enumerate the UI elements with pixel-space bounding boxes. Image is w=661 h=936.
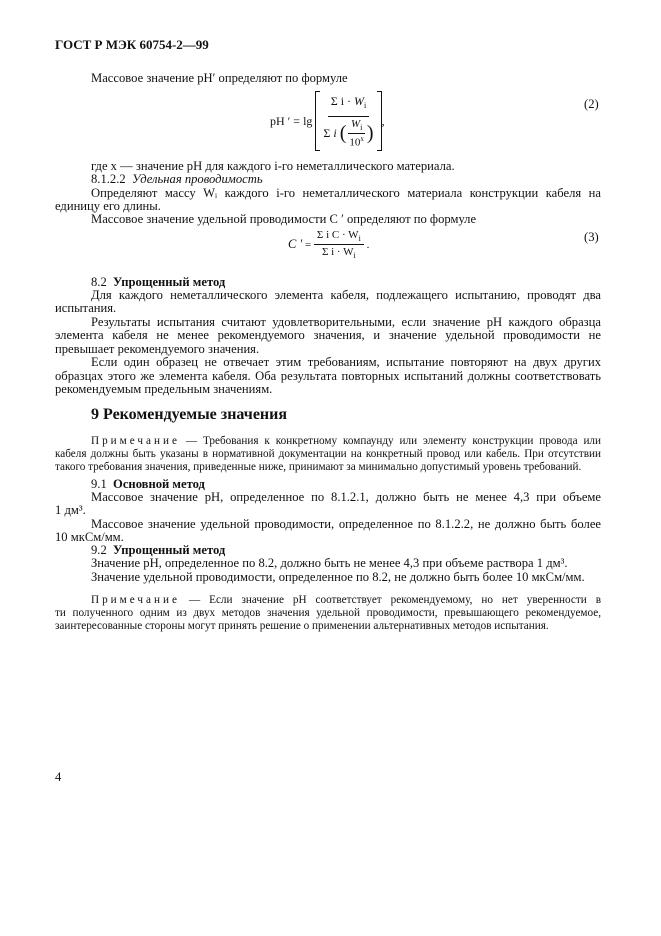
section-title: Упрощенный метод xyxy=(113,543,226,557)
paragraph-line: Результаты испытания считают удовлетворительными, если значение pH каждого образца xyxy=(91,315,601,329)
paragraph-line: испытания. xyxy=(55,301,117,315)
paragraph: где x — значение pH для каждого i-го неметаллического материала. xyxy=(91,159,455,173)
paragraph-line: элемента кабеля не менее рекомендуемого значения, и значение удельной проводимости не xyxy=(55,328,601,342)
section-8-2 xyxy=(91,275,601,289)
section-title: Основной метод xyxy=(113,477,205,491)
fraction: Σ $i \cdot W_i$ Σ i ( $\frac{W_i}{10^x}$ ) xyxy=(323,93,374,149)
section-title: Удельная проводимость xyxy=(131,172,263,186)
paragraph-line: 10 мкСм/мм. xyxy=(55,530,124,544)
paragraph-line: Массовое значение pH, определенное по 8.1.2.1, должно быть не менее 4,3 при объеме xyxy=(91,490,601,504)
section-number: 9.2 xyxy=(91,543,107,557)
paragraph: Значение удельной проводимости, определенное по 8.2, не должно быть более 10 мкСм/мм. xyxy=(91,570,585,584)
w-var: W xyxy=(350,117,361,130)
equals-sign: = xyxy=(304,238,312,251)
note-line: ти полученного одним из двух методов значения удельной проводимости, превышающего рекомендуемое, xyxy=(55,607,601,619)
equation-number: (2) xyxy=(584,97,599,111)
paragraph-line: единицу его длины. xyxy=(55,199,161,213)
formula-3 xyxy=(288,229,369,260)
dot: · xyxy=(347,93,352,108)
sum: Σ xyxy=(323,125,331,140)
section-number: 8.1.2.2 xyxy=(91,172,126,186)
w-var: W xyxy=(354,93,365,108)
note-text: — Требования к конкретному компаунду или элементу конструкции провода или xyxy=(185,435,601,447)
note-label: Примечание xyxy=(91,435,180,447)
formula-lhs: pH ′ xyxy=(270,113,291,128)
paragraph-line: Массовое значение удельной проводимости, определенное по 8.1.2.2, не должно быть более xyxy=(91,517,601,531)
subscript: i xyxy=(353,251,356,260)
subscript: i xyxy=(358,234,361,243)
section-9-1 xyxy=(91,477,601,491)
paragraph-line: Определяют массу Wᵢ каждого i-го неметаллического материала конструкции кабеля на xyxy=(91,186,601,200)
note-line: такого требования значения, приведенные ниже, принимают за минимально допустимый уровень требований. xyxy=(55,461,582,473)
sum-term: Σ i xyxy=(330,93,345,108)
document-header: ГОСТ Р МЭК 60754-2—99 xyxy=(55,37,209,52)
paragraph: Массовое значение pH′ определяют по формуле xyxy=(91,71,348,85)
equals-sign: = xyxy=(293,113,301,128)
ten: 10 xyxy=(349,136,361,149)
section-8-1-2-2 xyxy=(91,172,601,186)
paragraph-line: превышает рекомендуемого значения. xyxy=(55,342,260,356)
numerator: Σ i C · W xyxy=(316,229,359,241)
comma: , xyxy=(381,113,385,128)
paragraph-line: Для каждого неметаллического элемента кабеля, подлежащего испытанию, проводят два xyxy=(91,288,601,302)
page-number: 4 xyxy=(55,770,62,784)
formula-2 xyxy=(270,90,385,152)
paragraph: Значение pH, определенное по 8.2, должно быть не менее 4,3 при объеме раствора 1 дм³. xyxy=(91,556,568,570)
section-number: 9.1 xyxy=(91,477,107,491)
note-line xyxy=(91,434,601,448)
paragraph-line: 1 дм³. xyxy=(55,503,86,517)
section-title: Упрощенный метод xyxy=(113,275,226,289)
paragraph-line: образцах этого же элемента кабеля. Оба результата повторных испытаний должны соответствовать xyxy=(55,369,601,383)
section-9-heading: 9 Рекомендуемые значения xyxy=(91,406,288,423)
paragraph: Массовое значение удельной проводимости C ′ определяют по формуле xyxy=(91,212,477,226)
note-line: кабеля должны быть указаны в нормативной документации на конкретный провод или кабель. При отсутствии xyxy=(55,448,601,460)
subscript: i xyxy=(364,100,367,110)
fraction xyxy=(314,229,364,260)
denominator: Σ i · W xyxy=(321,246,354,258)
note-line xyxy=(91,593,601,607)
note-line: заинтересованные стороны могут принять решение о применении альтернативных методов испытания. xyxy=(55,620,549,632)
equation-number: (3) xyxy=(584,230,599,244)
note-label: Примечание xyxy=(91,594,180,606)
i-var: i xyxy=(333,125,337,140)
period: . xyxy=(366,238,370,251)
paragraph-line: Если один образец не отвечает этим требованиям, испытание повторяют на двух других xyxy=(91,355,601,369)
section-9-2 xyxy=(91,543,601,557)
paragraph-line: рекомендуемым предельным значениям. xyxy=(55,382,273,396)
exponent: x xyxy=(360,134,364,143)
note-text: — Если значение pH соответствует рекомендуемому, но нет уверенности в xyxy=(188,594,601,606)
section-number: 8.2 xyxy=(91,275,107,289)
formula-lhs: C ′ xyxy=(288,237,303,251)
subscript: i xyxy=(360,122,363,132)
log-symbol: lg xyxy=(303,113,313,128)
